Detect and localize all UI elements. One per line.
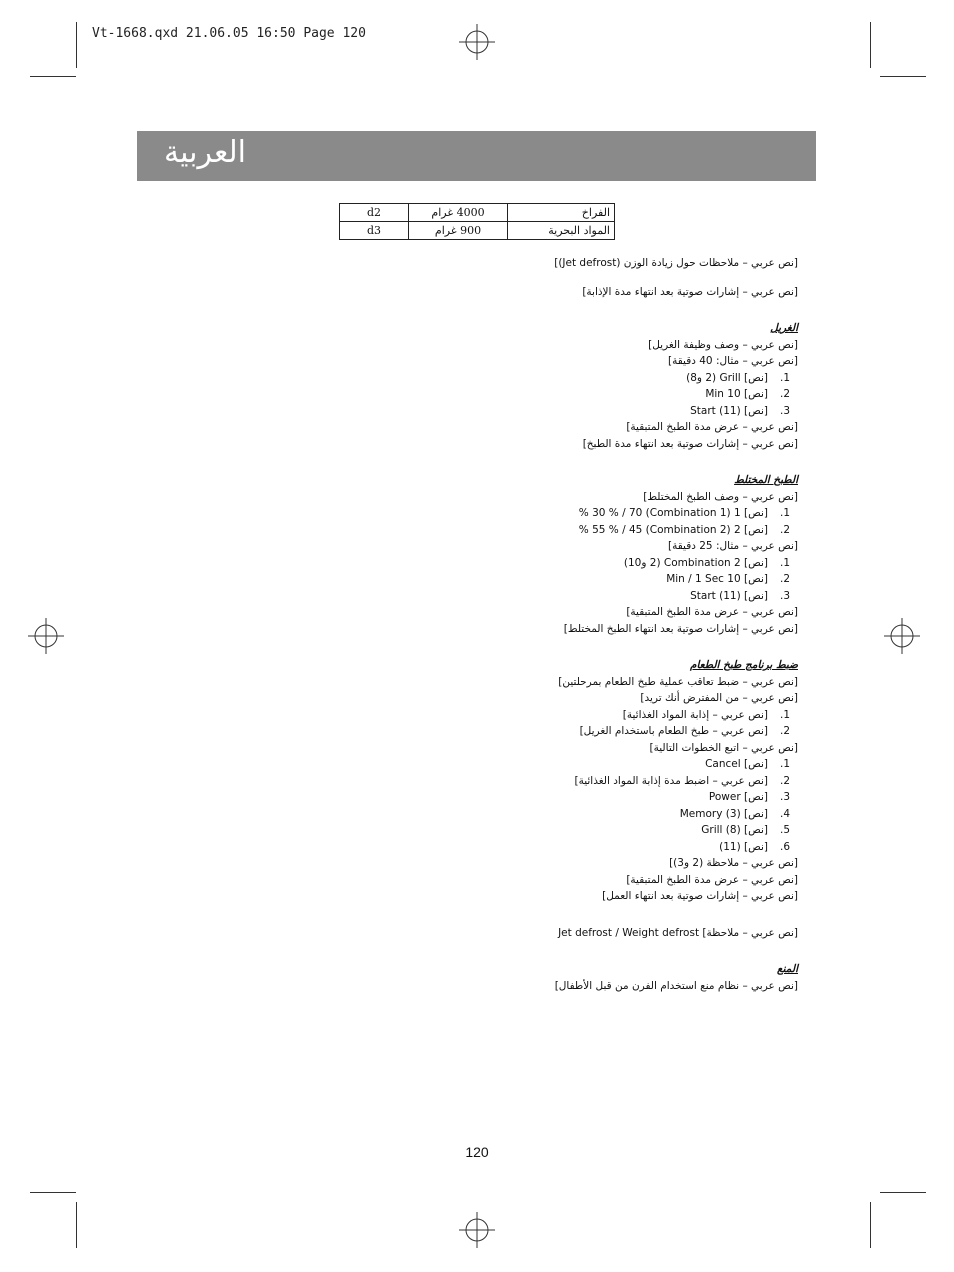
list-item (158, 571, 798, 588)
mode-text: [نص] 1 (Combination 1) 30 % / 70 % (578, 507, 768, 519)
crop-mark-bottom-left-v (76, 1202, 77, 1248)
list-item (158, 588, 798, 605)
step-text: [نص] Power (708, 791, 768, 803)
table-row (340, 204, 615, 222)
table-cell-weight: 4000 غرام (409, 204, 508, 222)
program-steps-intro: [نص عربي – اتبع الخطوات التالية] (649, 741, 798, 754)
list-item (158, 386, 798, 403)
defrost-table (339, 203, 615, 240)
step-text: [نص] Memory (3) (679, 807, 768, 820)
program-description: [نص عربي – ضبط تعاقب عملية طبخ الطعام بمرحلتين] (558, 675, 798, 688)
step-text: [نص] Start (11) (690, 404, 768, 417)
step-text: [نص] 10 Min (705, 388, 768, 400)
crop-mark-top-right-h (880, 76, 926, 77)
program-example-intro: [نص عربي – من المفترض أنك تريد] (640, 692, 798, 704)
registration-mark-left-icon (28, 618, 64, 654)
step-text: [نص] Grill (2 و8) (686, 371, 768, 384)
step-number: 1. (779, 556, 790, 569)
crop-mark-bottom-right-v (870, 1202, 871, 1248)
list-item (158, 403, 798, 420)
list-item (158, 789, 798, 806)
language-banner (137, 131, 816, 181)
program-remaining-time: [نص عربي – عرض مدة الطبخ المتبقية] (626, 873, 798, 886)
step-number: 3. (779, 791, 790, 803)
crop-mark-top-left-v (76, 22, 77, 68)
combi-description: [نص عربي – وصف الطبخ المختلط] (643, 490, 798, 503)
list-item (158, 505, 798, 522)
grill-example: [نص عربي – مثال: 40 دقيقة] (668, 355, 798, 367)
step-number: 4. (779, 807, 790, 820)
step-text: [نص] 10 Min / 1 Sec (666, 573, 768, 585)
list-item (158, 723, 798, 740)
table-cell-food: الفراخ (508, 204, 615, 222)
step-text: [نص] Grill (8) (701, 824, 768, 836)
defrost-end-notice: [نص عربي – إشارات صوتية بعد انتهاء مدة الإذابة] (582, 285, 798, 298)
crop-mark-top-right-v (870, 22, 871, 68)
step-number: 3. (779, 404, 790, 417)
registration-mark-right-icon (884, 618, 920, 654)
goal-number: 2. (779, 725, 790, 737)
list-item (158, 839, 798, 856)
table-cell-food: المواد البحرية (508, 222, 615, 240)
list-item (158, 756, 798, 773)
registration-mark-top-icon (459, 24, 495, 60)
list-item (158, 806, 798, 823)
registration-mark-bottom-icon (459, 1212, 495, 1248)
mode-number: 2. (779, 523, 790, 536)
step-number: 2. (779, 573, 790, 585)
program-end-notice: [نص عربي – إشارات صوتية بعد انتهاء العمل] (602, 890, 798, 902)
child-lock-heading: المنع (777, 963, 798, 975)
table-cell-code: d3 (340, 222, 409, 240)
crop-mark-bottom-left-h (30, 1192, 76, 1193)
program-note: [نص عربي – ملاحظة (2 و3)] (669, 857, 798, 869)
grill-end-notice: [نص عربي – إشارات صوتية بعد انتهاء مدة الطبخ] (582, 437, 798, 450)
step-text: [نص] Combination 2 (2 و10) (623, 556, 768, 569)
crop-mark-bottom-right-h (880, 1192, 926, 1193)
crop-mark-top-left-h (30, 76, 76, 77)
table-cell-code: d2 (340, 204, 409, 222)
table-row (340, 222, 615, 240)
step-number: 5. (779, 824, 790, 836)
intro-text: [نص عربي – ملاحظات حول زيادة الوزن (Jet defrost)] (554, 257, 798, 269)
combi-example: [نص عربي – مثال: 25 دقيقة] (668, 540, 798, 552)
table-cell-weight: 900 غرام (409, 222, 508, 240)
combi-end-notice: [نص عربي – إشارات صوتية بعد انتهاء الطبخ المختلط] (563, 622, 798, 635)
list-item (158, 522, 798, 539)
list-item (158, 773, 798, 790)
step-text: [نص] Start (11) (690, 589, 768, 602)
grill-remaining-time: [نص عربي – عرض مدة الطبخ المتبقية] (626, 421, 798, 433)
list-item (158, 555, 798, 572)
list-item (158, 822, 798, 839)
step-number: 6. (779, 840, 790, 853)
list-item (158, 370, 798, 387)
grill-description: [نص عربي – وصف وظيفة الغريل] (648, 338, 798, 351)
step-number: 1. (779, 758, 790, 770)
step-number: 2. (779, 388, 790, 400)
goal-text: [نص عربي – طبخ الطعام باستخدام الغريل] (579, 725, 768, 737)
step-number: 1. (779, 371, 790, 384)
combi-heading: الطبخ المختلط (734, 474, 798, 486)
mode-text: [نص] 2 (Combination 2) 55 % / 45 % (578, 523, 768, 536)
step-number: 2. (779, 774, 790, 787)
program-heading: ضبط برنامج طبخ الطعام (689, 659, 798, 671)
step-text: [نص] (11) (719, 840, 768, 853)
page-number: 120 (465, 1144, 489, 1160)
child-lock-description: [نص عربي – نظام منع استخدام الفرن من قبل الأطفال] (554, 979, 798, 992)
jet-defrost-note: [نص عربي – ملاحظة] Jet defrost / Weight defrost (558, 926, 798, 939)
step-number: 3. (779, 589, 790, 602)
goal-number: 1. (779, 708, 790, 721)
combi-remaining-time: [نص عربي – عرض مدة الطبخ المتبقية] (626, 606, 798, 618)
list-item (158, 707, 798, 724)
step-text: [نص] Cancel (705, 758, 768, 770)
print-slug: Vt-1668.qxd 21.06.05 16:50 Page 120 (92, 26, 366, 41)
manual-content (158, 255, 798, 994)
page-title: العربية (164, 135, 246, 170)
grill-heading: الغريل (770, 322, 798, 334)
goal-text: [نص عربي – إذابة المواد الغذائية] (622, 708, 768, 721)
mode-number: 1. (779, 507, 790, 519)
step-text: [نص عربي – اضبط مدة إذابة المواد الغذائية] (574, 774, 768, 787)
